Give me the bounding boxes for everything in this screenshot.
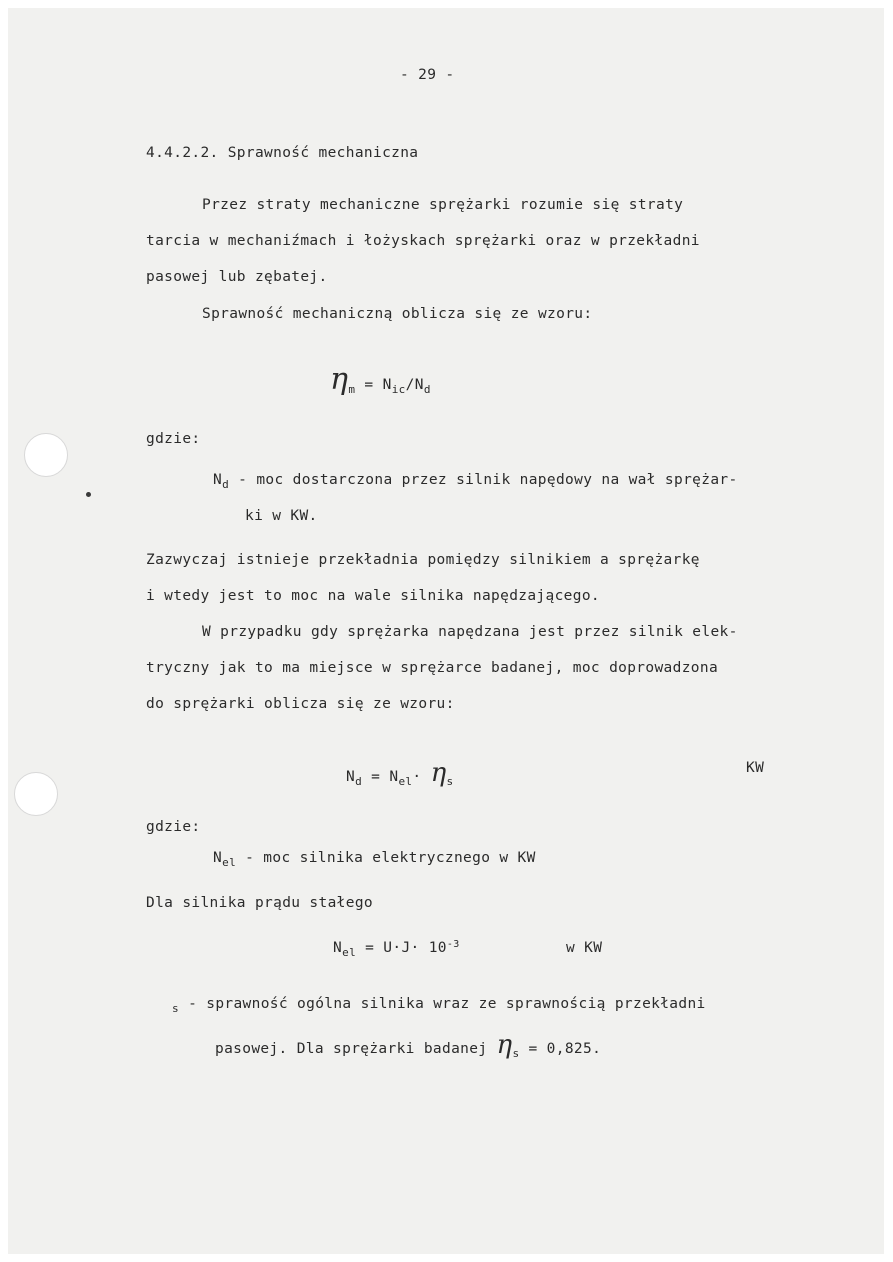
formula-supplied-power-unit: KW bbox=[746, 760, 765, 776]
def-nd-line-2: ki w KW. bbox=[245, 508, 318, 524]
dc-motor-heading: Dla silnika prądu stałego bbox=[146, 895, 373, 911]
formula-mechanical-efficiency: $\eta_m = N_{ic}/N_d$ bbox=[330, 362, 431, 397]
intro-line-1: Przez straty mechaniczne sprężarki rozumie się straty bbox=[202, 197, 684, 213]
formula-dc-power: $N_{el} = U\cdot J\cdot 10^{-3}$ bbox=[333, 939, 460, 959]
def-nd-line-1: $N_d$ - moc dostarczona przez silnik napędowy na wał sprężar- bbox=[213, 472, 738, 491]
eta-symbol: η bbox=[330, 362, 349, 397]
formula-dc-power-unit: w KW bbox=[566, 940, 603, 956]
usually-line-1: Zazwyczaj istnieje przekładnia pomiędzy silnikiem a sprężarkę bbox=[146, 552, 700, 568]
where-label-1: gdzie: bbox=[146, 431, 201, 447]
def-nel: $N_{el}$ - moc silnika elektrycznego w KW bbox=[213, 850, 536, 869]
formula-intro: Sprawność mechaniczną oblicza się ze wzoru: bbox=[202, 306, 593, 322]
eta-symbol: η bbox=[496, 1030, 513, 1060]
where-label-2: gdzie: bbox=[146, 819, 201, 835]
electric-line-2: tryczny jak to ma miejsce w sprężarce badanej, moc doprowadzona bbox=[146, 660, 719, 676]
electric-line-1: W przypadku gdy sprężarka napędzana jest przez silnik elek- bbox=[202, 624, 738, 640]
eta-symbol: η bbox=[430, 758, 447, 788]
intro-line-3: pasowej lub zębatej. bbox=[146, 269, 328, 285]
punch-hole-top bbox=[24, 433, 68, 477]
def-eta-s-line-1: $_s$ - sprawność ogólna silnika wraz ze sprawnością przekładni bbox=[172, 996, 706, 1015]
intro-line-2: tarcia w mechaniźmach i łożyskach sprężarki oraz w przekładni bbox=[146, 233, 700, 249]
electric-line-3: do sprężarki oblicza się ze wzoru: bbox=[146, 696, 455, 712]
usually-line-2: i wtedy jest to moc na wale silnika napędzającego. bbox=[146, 588, 600, 604]
stray-mark bbox=[86, 492, 91, 497]
section-heading: 4.4.2.2. Sprawność mechaniczna bbox=[146, 145, 419, 161]
def-eta-s-line-2: pasowej. Dla sprężarki badanej $\eta_s = 0,825$. bbox=[215, 1030, 602, 1060]
formula-supplied-power: $N_d = N_{el}\cdot \eta_s$ bbox=[346, 758, 454, 788]
punch-hole-bottom bbox=[14, 772, 58, 816]
page-number: - 29 - bbox=[400, 67, 455, 83]
